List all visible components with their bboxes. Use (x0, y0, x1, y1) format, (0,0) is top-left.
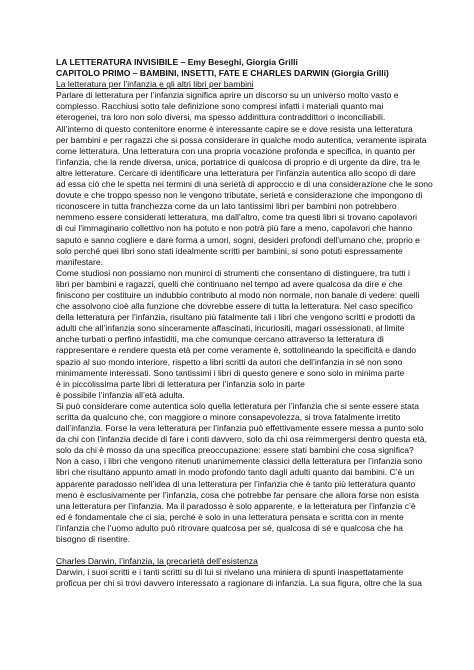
text-line: Darwin, i suoi scritti e i tanti scritti su di lui si rivelano una miniera di spunti inaspettatamente (56, 567, 404, 578)
text-line: che assolvono cioè alla funzione che dovrebbe essere di tutta la letteratura. Nel caso specifico (56, 301, 413, 312)
text-line: solo perché quei libri sono stati idealmente scritti per bambini, si sono potuti espressamente (56, 245, 403, 256)
text-line: minimamente interessati. Sono tantissimi i libri di questo genere e sono solo in minima parte (56, 367, 405, 378)
text-line: di cui l’immaginario collettivo non ha potuto e non potrà più fare a meno, capolavori che hanno (56, 223, 413, 234)
text-line: Parlare di letteratura per l’infanzia significa aprire un discorso su un universo molto vasto e (56, 90, 399, 101)
text-line: manifestare. (56, 256, 104, 267)
book-title: LA LETTERATURA INVISIBILE – Emy Beseghi, Giorgia Grilli (56, 57, 298, 67)
section-body-letteratura-continued (56, 401, 428, 545)
text-line: della letteratura per l’infanzia, risultano più fatalmente tali i libri che vengono scritti e prodotti da (56, 312, 416, 323)
section-body-letteratura (56, 90, 433, 401)
section-body-darwin (56, 567, 428, 589)
text-line: una letteratura per l’infanzia. Ma il paradosso è solo apparente, e la letteratura per l’infanzia c’è (56, 500, 416, 511)
text-line: altre letterature. Cercare di identificare una letteratura per l’infanzia autentica allo scopo di dare (56, 167, 416, 178)
text-line: anche turbati o perfino infastiditi, ma che comunque cercano attraverso la letteratura di (56, 334, 384, 345)
text-line: da chi con l’infanzia decide di fare i conti davvero, solo da chi osa reimmergersi dentro questa età, (56, 434, 428, 445)
text-line: l’infanzia che l’uomo adulto può ritrovare qualcosa per sé, qualcosa di sé e qualcosa che ha (56, 522, 403, 533)
text-line: rappresentare e rendere questa età per come veramente è, sottolineando la specificità e dando (56, 345, 417, 356)
text-line: ed è fondamentale che ci sia, perché è solo in una letteratura pensata e scritta con in mente (56, 511, 404, 522)
text-line: saputo e sanno cogliere e dare forma a umori, sogni, desideri profondi dell’umano che, proprio e (56, 234, 420, 245)
text-line: nemmeno essere considerati letteratura, ma dall’altro, come tra questi libri si trovano capolavori (56, 212, 418, 223)
text-line: complesso. Racchiusi sotto tale definizione sono compresi infatti i materiali quanto mai (56, 101, 384, 112)
text-line: scritta da qualcuno che, con maggiore o minore consapevolezza, si trova fatalmente irretito (56, 412, 401, 422)
text-line: bisogno di risentire. (56, 534, 131, 545)
text-line: è possibile l’infanzia all’età adulta. (56, 389, 185, 400)
text-line: dall’infanzia. Forse la vera letteratura per l’infanzia può effettivamente essere messa a punto solo (56, 423, 424, 434)
text-line: All’interno di questo contenitore enorme è interessante capire se e dove resista una letteratura (56, 123, 413, 134)
text-line: è in piccolissima parte libri di letteratura per l’infanzia solo in parte (56, 378, 305, 389)
text-line: dovute e che troppo spesso non le vengono tributate, serietà e considerazione che impongono di (56, 190, 423, 201)
text-line: come letteratura. Una letteratura con una propria vocazione profonda e specifica, in quanto per (56, 145, 416, 156)
text-line: spazio al suo mondo interiore, rispetto a libri scritti da autori che dell’infanzia in sé non sono (56, 356, 403, 367)
text-line: l’infanzia, che la rende diversa, unica, portatrice di qualcosa di proprio e di urgente da dire, tra le (56, 156, 420, 167)
text-line: per bambini e per ragazzi che si possa considerare in qualche modo autentica, veramente ispirata (56, 134, 427, 145)
text-line: solo da chi è mosso da una specifica preoccupazione: essere stati bambini che cosa significa? (56, 445, 414, 456)
chapter-title: CAPITOLO PRIMO – BAMBINI, INSETTI, FATE E CHARLES DARWIN (Giorgia Grilli) (56, 68, 389, 79)
text-line: Si può considerare come autentica solo quella letteratura per l’infanzia che si sente essere stata (56, 400, 419, 411)
text-line: proficua per chi si trovi davvero interessato a ragionare di infanzia. La sua figura, oltre che la sua (56, 578, 422, 589)
text-line: Come studiosi non possiamo non munirci di strumenti che consentano di distinguere, tra tutti i (56, 267, 410, 278)
text-line: apparente paradosso nell’idea di una letteratura per l’infanzia che è tanto più letteratura quanto (56, 478, 416, 489)
text-line: libri per bambini e ragazzi, quelli che continuano nel tempo ad avere qualcosa da dire e che (56, 278, 403, 289)
text-line: adulti che all’infanzia sono sinceramente affascinati, incuriositi, magari ossessionati, al limite (56, 323, 405, 334)
text-line: finiscono per costituire un indubbio contributo al modo non normale, non banale di vedere: quelli (56, 289, 420, 300)
text-line: eterogenei, tra loro non solo diversi, ma spesso addirittura contraddittori o inconciliabili. (56, 112, 386, 123)
text-line: Non a caso, i libri che vengono ritenuti unanimemente classici della letteratura per l’infanzia sono (56, 456, 423, 467)
text-line: libri che risultano appunto amati in modo profondo tanto dagli adulti quanto dai bambini. C’è un (56, 467, 415, 478)
text-line: meno è esclusivamente per l’infanzia, cosa che potrebbe far pensare che allora forse non esista (56, 489, 419, 500)
text-line: ad essa ciò che le spetta nei termini di una serietà di approccio e di una considerazione che le sono (56, 179, 433, 190)
text-line: riconoscere in tutta franchezza come da un lato tantissimi libri per bambini non potrebbero (56, 201, 397, 212)
section-title-letteratura: La letteratura per l’infanzia e gli altri libri per bambini (56, 79, 254, 90)
paragraph-gap (56, 545, 428, 556)
section-title-darwin: Charles Darwin, l’infanzia, la precarietà dell’esistenza (56, 556, 258, 567)
